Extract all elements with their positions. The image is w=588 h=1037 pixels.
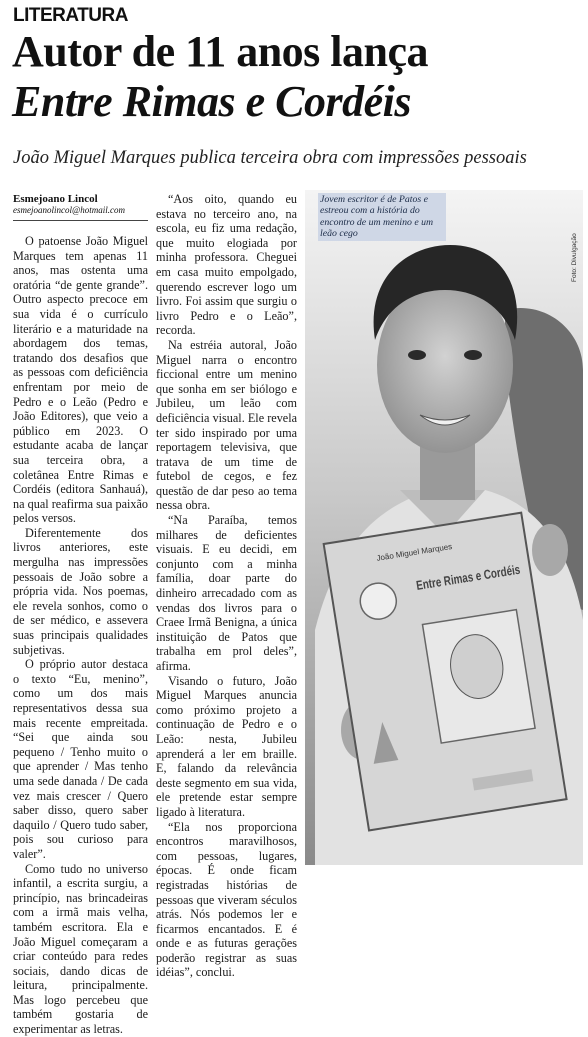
author-email: esmejoanolincol@hotmail.com <box>13 205 126 215</box>
paragraph: “Aos oito, quando eu estava no terceiro ano, na escola, eu fiz uma redação, que muito elogiada por minha professora. Cheguei em casa muito empolgado, querendo escrever logo um livro. Foi assim que surgiu o livro Pedro e o Leão”, recorda. <box>156 192 297 338</box>
headline-line1: Autor de 11 anos lança <box>12 27 429 76</box>
photo-caption: Jovem escritor é de Patos e estreou com a história do encontro de um menino e um leão cego <box>318 193 446 241</box>
subheadline: João Miguel Marques publica terceira obra com impressões pessoais <box>13 148 527 168</box>
paragraph: “Na Paraíba, temos milhares de deficientes visuais. E eu decidi, em conjunto com a minha família, doar parte do dinheiro arrecadado com as vendas dos livros para o Craee Irmã Benigna, a única instituição de Patos que trabalha em prol deles”, afirma. <box>156 513 297 673</box>
author-photo <box>305 190 583 865</box>
byline-divider <box>13 220 148 221</box>
paragraph: “Ela nos proporciona encontros maravilhosos, com pessoas, lugares, épocas. É onde ficam registradas histórias de pessoas que viveram séculos atrás. Nós podemos ler e ficarmos encantados. E é onde e as futuras gerações poderão registrar as suas idéias”, conclui. <box>156 819 297 980</box>
paragraph: Visando o futuro, João Miguel Marques anuncia como próximo projeto a continuação de Pedro e o Leão: nesta, Jubileu aprenderá a ler em braille. E, falando da relevância deste segmento em sua vida, ele pretende estar sempre ligado à literatura. <box>156 673 297 819</box>
book-title: Entre Rimas e Cordéis <box>415 556 555 593</box>
paragraph: Diferentemente dos livros anteriores, este mergulha nas impressões pessoais de João sobre a própria vida. Nos poemas, ele revela sonhos, como o de ser médico, e assevera suas principais qualidades subjetivas. <box>13 525 148 657</box>
headline-line2: Entre Rimas e Cordéis <box>12 77 411 126</box>
article-column-1 <box>13 234 148 1037</box>
article-column-2 <box>156 192 297 980</box>
byline <box>13 193 153 215</box>
author-name: Esmejoano Lincol <box>13 193 98 205</box>
paragraph: Na estréia autoral, João Miguel narra o encontro ficcional entre um menino que sonha em ser biólogo e Jubileu, um leão com deficiência visual. Ele revela ter sido inspirado por uma reportagem televisiva, que tratava de um time de futebol de cegos, e fez questão de dar peso ao tema nessa obra. <box>156 337 297 513</box>
paragraph: Como tudo no universo infantil, a escrita surgiu, a princípio, nas brincadeiras com a irmã mais velha, também escritora. Ela e João Miguel começaram a criar conteúdo para redes sociais, dando dicas de leitura, principalmente. Mas logo percebeu que também gostaria de experimentar as letras. <box>13 861 148 1037</box>
paragraph: O próprio autor destaca o texto “Eu, menino”, como um dos mais representativos dessa sua mais recente empreitada. “Sei que ainda sou pequeno / Tenho muito o que aprender / Mas tenho uma sede danada / De cada vez mais crescer / Quero saber disso, quero saber daquilo / Quero tudo saber, pois sou curioso para valer”. <box>13 657 148 861</box>
photo-credit: Foto: Divulgação <box>571 233 578 282</box>
headline <box>12 27 582 126</box>
paragraph: O patoense João Miguel Marques tem apenas 11 anos, mas ostenta uma oratória “de gente grande”. Outro aspecto precoce em sua vida é o currículo literário e a maturidade na abordagem dos temas, tratando dos desafios que as pessoas com deficiência enfrentam por meio de Pedro e o Leão (Pedro e João Editores), que veio a público em 2023. O estudante acaba de lançar sua terceira obra, a coletânea Entre Rimas e Cordéis (editora Sanhauá), na qual reafirma sua paixão pelos versos. <box>13 234 148 526</box>
book-label: João Miguel Marques <box>375 541 453 563</box>
section-label: LITERATURA <box>13 5 128 26</box>
